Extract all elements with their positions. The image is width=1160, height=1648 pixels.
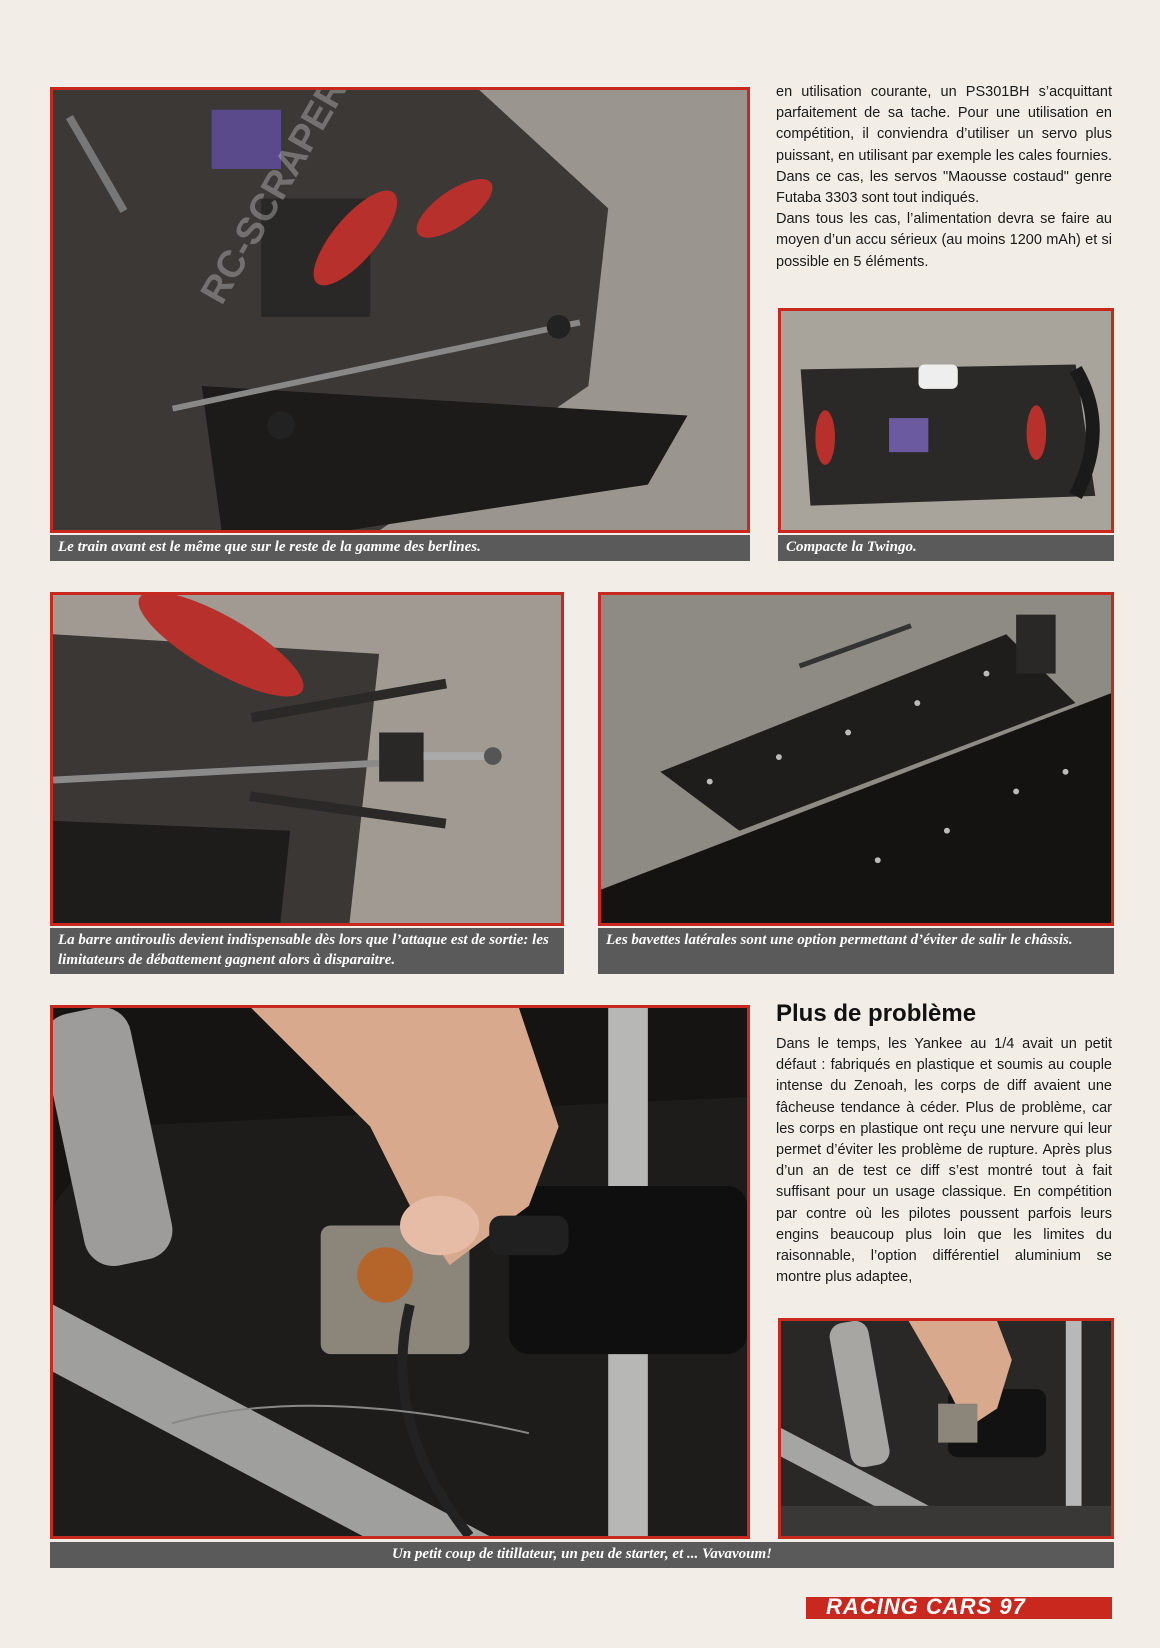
article-column-bottom <box>776 1034 1112 1288</box>
caption-photo-3: La barre antiroulis devient indispensable dès lors que l’attaque est de sortie: les limitateurs de débattement gagnent alors à disparaitre. <box>50 928 564 974</box>
footer-magazine-name: RACING CARS <box>826 1594 993 1619</box>
photo-twingo-image <box>781 311 1111 530</box>
photo-side-skirts-image <box>601 595 1111 923</box>
photo-anti-roll-bar <box>50 592 564 926</box>
section-heading: Plus de problème <box>776 1000 977 1027</box>
article-paragraph-2: Dans tous les cas, l’alimentation devra se faire au moyen d’un accu sérieux (au moins 1200 mAh) et si possible en 5 éléments. <box>776 211 1112 270</box>
footer-magazine <box>826 1594 1026 1620</box>
caption-photo-2: Compacte la Twingo. <box>778 535 1114 561</box>
caption-photo-1: Le train avant est le même que sur le reste de la gamme des berlines. <box>50 535 750 561</box>
caption-photo-5: Un petit coup de titillateur, un peu de starter, et ... Vavavoum! <box>50 1542 1114 1568</box>
photo-front-suspension-image <box>53 90 747 530</box>
caption-photo-4: Les bavettes latérales sont une option permettant d’éviter de salir le châssis. <box>598 928 1114 974</box>
photo-front-suspension <box>50 87 750 533</box>
photo-anti-roll-bar-image <box>53 595 561 923</box>
page-number: 97 <box>999 1594 1026 1619</box>
photo-twingo-chassis <box>778 308 1114 533</box>
article-paragraph-1: en utilisation courante, un PS301BH s’acquittant parfaitement de sa tache. Pour une utilisation en compétition, il conviendra d’utiliser un servo plus puissant, en utilisant par exemple les cales fournies. Dans ce cas, les servos "Maousse costaud" genre Futaba 3303 sont tout indiqués. <box>776 84 1112 207</box>
photo-carburettor-small <box>778 1318 1114 1539</box>
photo-side-skirts <box>598 592 1114 926</box>
article-paragraph-3: Dans le temps, les Yankee au 1/4 avait un petit défaut : fabriqués en plastique et soumis au couple intense du Zenoah, les corps de diff avaient une fâcheuse tendance à céder. Plus de problème, car les corps en plastique ont reçu une nervure qui leur permet d’éviter les problème de rupture. Après plus d’un an de test ce diff s’est montré tout à fait suffisant pour un usage classique. En compétition par contre où les pilotes poussent parfois leurs engins beaucoup plus loin que les limites du raisonnable, l’option différentiel aluminium se montre plus adaptee, <box>776 1036 1112 1286</box>
article-column-top <box>776 82 1112 273</box>
photo-carburettor-small-image <box>781 1321 1111 1536</box>
photo-carburettor-image <box>53 1008 747 1536</box>
photo-carburettor-hand <box>50 1005 750 1539</box>
